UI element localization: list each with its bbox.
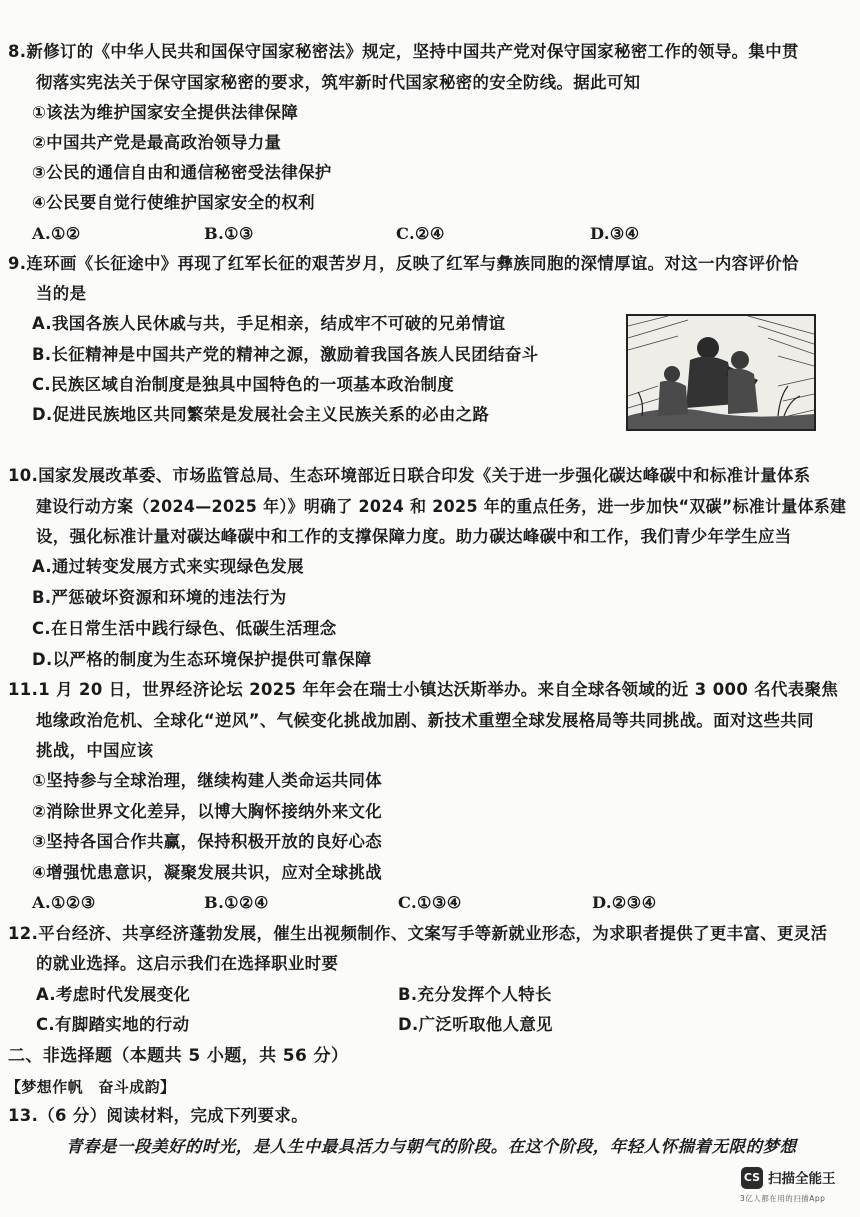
q10-option-c: C.在日常生活中践行绿色、低碳生活理念: [32, 619, 337, 638]
q8-item-2: ②中国共产党是最高政治领导力量: [32, 133, 282, 152]
q12-stem-line-1: 12.平台经济、共享经济蓬勃发展，催生出视频制作、文案写手等新就业形态，为求职者提供了更丰富、更灵活: [8, 924, 828, 943]
q12-stem-line-2: 的就业选择。这启示我们在选择职业时要: [36, 954, 339, 973]
q8-option-b: B.①③: [204, 224, 254, 243]
q12-option-b: B.充分发挥个人特长: [398, 985, 552, 1004]
q8-item-1: ①该法为维护国家安全提供法律保障: [32, 103, 299, 122]
q12-option-d: D.广泛听取他人意见: [398, 1015, 553, 1034]
q13-material: 青春是一段美好的时光，是人生中最具活力与朝气的阶段。在这个阶段，年轻人怀揣着无限的梦想: [66, 1137, 797, 1156]
comic-illustration-drawing: [628, 316, 814, 429]
q10-option-a: A.通过转变发展方式来实现绿色发展: [32, 557, 304, 576]
q12-option-a: A.考虑时代发展变化: [36, 985, 191, 1004]
q11-option-c: C.①③④: [398, 893, 462, 912]
q11-stem-line-2: 地缘政治危机、全球化“逆风”、气候变化挑战加剧、新技术重塑全球发展格局等共同挑战。面对这些共同: [36, 711, 814, 730]
q10-stem-line-2: 建设行动方案（2024—2025 年）》明确了 2024 和 2025 年的重点任务，进一步加快“双碳”标准计量体系建: [36, 497, 847, 516]
q8-item-4: ④公民要自觉行使维护国家安全的权利: [32, 193, 315, 212]
q11-stem-line-3: 挑战，中国应该: [36, 741, 154, 760]
q11-option-d: D.②③④: [592, 893, 657, 912]
q10-option-d: D.以严格的制度为生态环境保护提供可靠保障: [32, 650, 372, 669]
comic-illustration: [626, 314, 816, 431]
q10-option-b: B.严惩破坏资源和环境的违法行为: [32, 588, 287, 607]
section-tag: 【梦想作帆 奋斗成韵】: [6, 1078, 176, 1096]
q9-option-b: B.长征精神是中国共产党的精神之源，激励着我国各族人民团结奋斗: [32, 345, 539, 364]
q8-option-d: D.③④: [590, 224, 640, 243]
camscanner-logo-icon: CS: [741, 1167, 763, 1189]
q13-stem: 13.（6 分）阅读材料，完成下列要求。: [8, 1106, 309, 1125]
q8-item-3: ③公民的通信自由和通信秘密受法律保护: [32, 163, 332, 182]
q9-option-d: D.促进民族地区共同繁荣是发展社会主义民族关系的必由之路: [32, 405, 490, 424]
camscanner-tagline: 3亿人都在用的扫描App: [740, 1194, 826, 1203]
q10-stem-line-1: 10.国家发展改革委、市场监管总局、生态环境部近日联合印发《关于进一步强化碳达峰碳中和标准计量体系: [8, 466, 811, 485]
q11-item-4: ④增强忧患意识，凝聚发展共识，应对全球挑战: [32, 863, 383, 882]
q10-stem-line-3: 设，强化标准计量对碳达峰碳中和工作的支撑保障力度。助力碳达峰碳中和工作，我们青少年学生应当: [36, 527, 792, 546]
q9-stem-line-2: 当的是: [36, 284, 87, 303]
q11-item-1: ①坚持参与全球治理，继续构建人类命运共同体: [32, 771, 383, 790]
q12-option-c: C.有脚踏实地的行动: [36, 1015, 190, 1034]
q8-stem-line-2: 彻落实宪法关于保守国家秘密的要求，筑牢新时代国家秘密的安全防线。据此可知: [36, 73, 641, 92]
q11-option-b: B.①②④: [204, 893, 269, 912]
q8-stem-line-1: 8.新修订的《中华人民共和国保守国家秘密法》规定，坚持中国共产党对保守国家秘密工作的领导。集中贯: [8, 42, 799, 61]
q9-stem-line-1: 9.连环画《长征途中》再现了红军长征的艰苦岁月，反映了红军与彝族同胞的深情厚谊。对这一内容评价恰: [8, 254, 799, 273]
q9-option-a: A.我国各族人民休戚与共，手足相亲，结成牢不可破的兄弟情谊: [32, 314, 506, 333]
q11-stem-line-1: 11.1 月 20 日，世界经济论坛 2025 年年会在瑞士小镇达沃斯举办。来自全球各领域的近 3 000 名代表聚焦: [8, 680, 839, 699]
camscanner-name: 扫描全能王: [768, 1171, 836, 1187]
q11-item-3: ③坚持各国合作共赢，保持积极开放的良好心态: [32, 832, 383, 851]
q8-option-c: C.②④: [396, 224, 445, 243]
q11-item-2: ②消除世界文化差异，以博大胸怀接纳外来文化: [32, 802, 383, 821]
section-title: 二、非选择题（本题共 5 小题，共 56 分）: [8, 1046, 349, 1066]
q11-option-a: A.①②③: [32, 893, 96, 912]
q9-option-c: C.民族区域自治制度是独具中国特色的一项基本政治制度: [32, 375, 455, 394]
q8-option-a: A.①②: [32, 224, 81, 243]
